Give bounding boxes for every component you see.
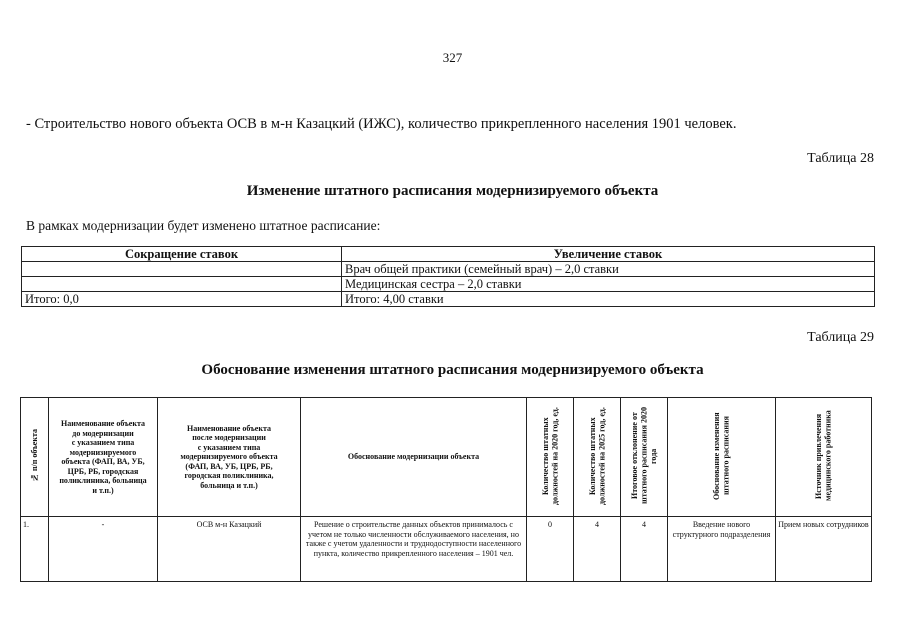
- table-row: [21, 517, 872, 582]
- page-number: 327: [442, 50, 463, 65]
- table-row: [22, 262, 875, 277]
- table-row: [22, 277, 875, 292]
- header-number: № п/п объекта: [21, 398, 49, 517]
- header-change-reason: Обоснование изменения штатного расписания: [668, 398, 776, 517]
- increase-cell: Медицинская сестра – 2,0 ставки: [342, 277, 875, 292]
- table-row: [22, 292, 875, 307]
- row-before: -: [49, 517, 158, 582]
- header-count-2020: Количество штатных должностей на 2020 год, ед.: [527, 398, 574, 517]
- increase-cell: Врач общей практики (семейный врач) – 2,0 ставки: [342, 262, 875, 277]
- row-deviation: 4: [621, 517, 668, 582]
- reduction-cell: [22, 262, 342, 277]
- table-header-row: [22, 247, 875, 262]
- reduction-total-cell: Итого: 0,0: [22, 292, 342, 307]
- row-justification: Решение о строительстве данных объектов принималось с учетом не только численности обслуживаемого населения, но также с учетом удаленности и труднодоступности населенного пункта, количество прикрепленного населения – 1901 чел.: [301, 517, 527, 582]
- reduction-cell: [22, 277, 342, 292]
- header-source: Источник привлечения медицинского работника: [776, 398, 872, 517]
- row-count-2020: 0: [527, 517, 574, 582]
- header-after: Наименование объекта после модернизации с указанием типа модернизируемого объекта (ФАП, ВА, УБ, ЦРБ, РБ, городская поликлиника, больница и т.п.): [158, 398, 301, 517]
- header-deviation: Итоговое отклонение от штатного расписания 2020 года: [621, 398, 668, 517]
- table28-heading: Изменение штатного расписания модернизируемого объекта: [246, 183, 659, 199]
- table28-label: Таблица 28: [807, 151, 874, 166]
- col-reduction: Сокращение ставок: [22, 247, 342, 262]
- row-number: 1.: [21, 517, 49, 582]
- table-header-row: [21, 398, 872, 517]
- staffing-change-table: [21, 246, 875, 307]
- row-change-reason: Введение нового структурного подразделения: [668, 517, 776, 582]
- col-increase: Увеличение ставок: [342, 247, 875, 262]
- table29-heading: Обоснование изменения штатного расписания модернизируемого объекта: [201, 362, 704, 378]
- row-source: Прием новых сотрудников: [776, 517, 872, 582]
- header-count-2025: Количество штатных должностей на 2025 год, ед.: [574, 398, 621, 517]
- table29-label: Таблица 29: [807, 330, 874, 345]
- row-count-2025: 4: [574, 517, 621, 582]
- header-before: Наименование объекта до модернизации с указанием типа модернизируемого объекта (ФАП, ВА, УБ, ЦРБ, РБ, городская поликлиника, больница и т.п.): [49, 398, 158, 517]
- increase-total-cell: Итого: 4,00 ставки: [342, 292, 875, 307]
- intro-line: - Строительство нового объекта ОСВ в м-н Казацкий (ИЖС), количество прикрепленного населения 1901 человек.: [26, 116, 737, 132]
- row-after: ОСВ м-н Казацкий: [158, 517, 301, 582]
- table28-note: В рамках модернизации будет изменено штатное расписание:: [26, 218, 381, 233]
- header-justification: Обоснование модернизации объекта: [301, 398, 527, 517]
- staffing-justification-table: [20, 397, 872, 582]
